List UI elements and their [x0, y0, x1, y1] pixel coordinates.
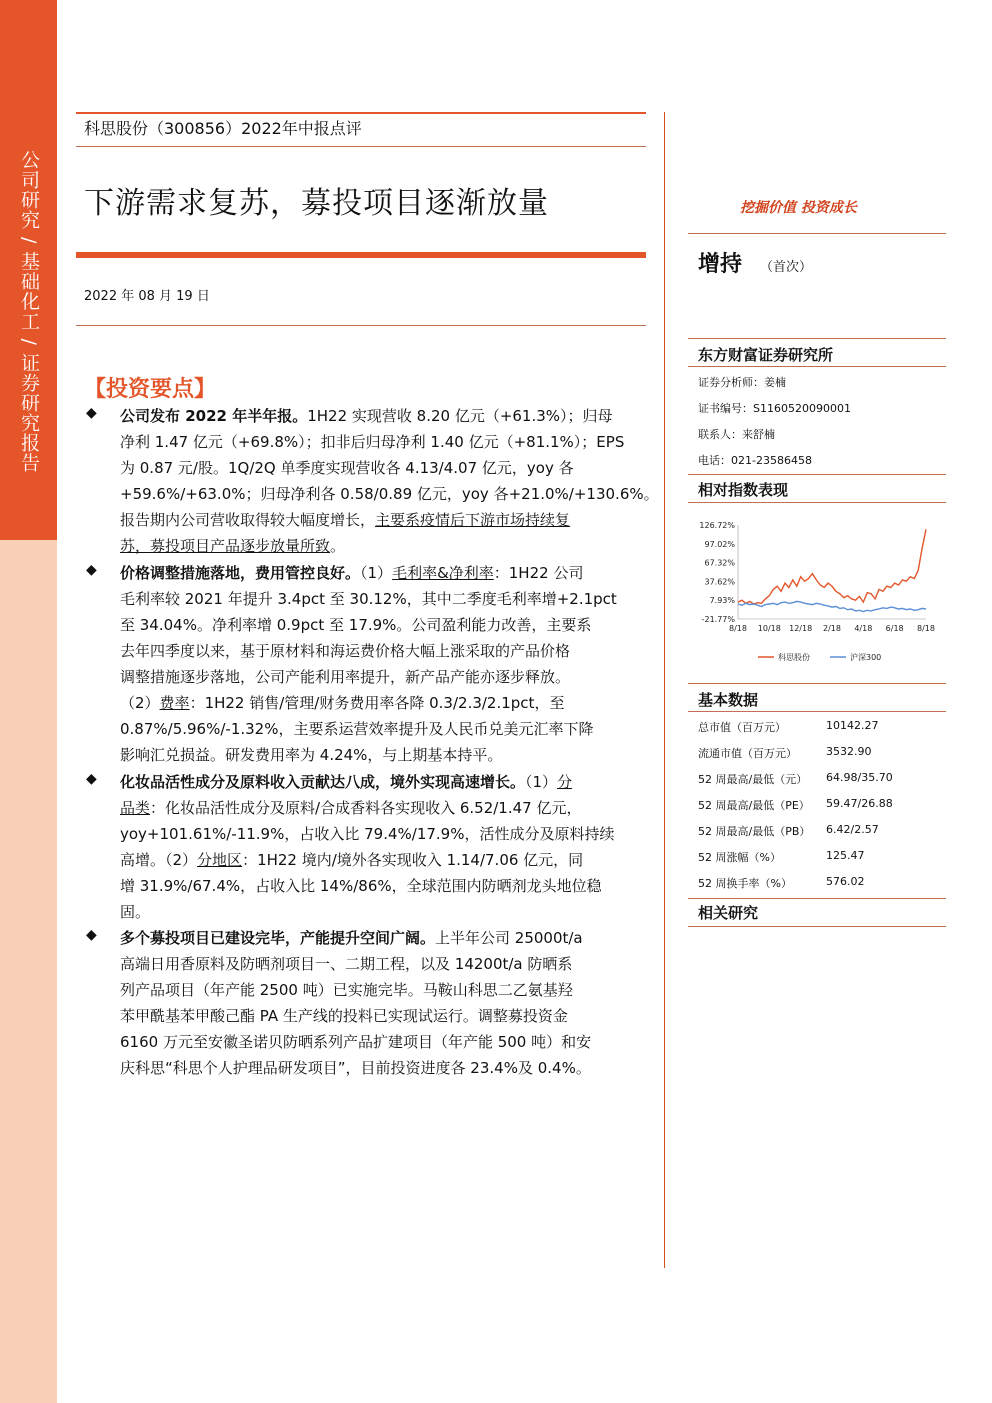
basic-data-label: 52 周最高/最低（元） [698, 773, 808, 786]
title-rule [76, 146, 646, 147]
p3-line-2: 品类：化妆品活性成分及原料/合成香料各实现收入 6.52/1.47 亿元， [120, 799, 582, 817]
basic-data-value: 10142.27 [826, 719, 879, 732]
legend-label: 沪深300 [850, 653, 882, 662]
rating-top-rule [688, 233, 946, 234]
perf-top-rule [688, 474, 946, 475]
y-tick-label: 126.72% [699, 521, 735, 530]
p3-line-5: 增 31.9%/67.4%，占收入比 14%/86%，全球范围内防晒剂龙头地位稳 [120, 877, 602, 895]
perf-bottom-rule [688, 502, 946, 503]
rating: 增持 [698, 252, 743, 277]
p2-line-1: 价格调整措施落地，费用管控良好。（1）毛利率&净利率：1H22 公司 [120, 564, 584, 582]
basic-data-label: 52 周最高/最低（PB） [698, 825, 811, 838]
x-tick-label: 10/18 [757, 624, 781, 633]
contact-person: 联系人：来舒楠 [698, 428, 775, 441]
p4-line-1: 多个募投项目已建设完毕，产能提升空间广阔。上半年公司 25000t/a [120, 929, 583, 947]
p4-line-2: 高端日用香原料及防晒剂项目一、二期工程，以及 14200t/a 防晒系 [120, 955, 573, 973]
sidebar-lower [0, 540, 57, 1403]
p1-line-3: 为 0.87 元/股。1Q/2Q 单季度实现营收各 4.13/4.07 亿元，yoy 各 [120, 459, 574, 477]
section-title: 【投资要点】 [84, 377, 217, 402]
basic-data-label: 总市值（百万元） [698, 721, 786, 734]
rating-note: （首次） [760, 260, 813, 275]
basic-data-label: 52 周换手率（%） [698, 877, 792, 890]
series-line-0 [738, 529, 926, 604]
p3-line-4: 高增。（2）分地区：1H22 境内/境外各实现收入 1.14/7.06 亿元，同 [120, 851, 584, 869]
report-title: 科思股份（300856）2022年中报点评 [84, 119, 362, 138]
headline-bar [76, 252, 646, 258]
x-tick-label: 8/18 [729, 624, 747, 633]
p4-line-4: 苯甲酰基苯甲酸己酯 PA 生产线的投料已实现试运行。调整募投资金 [120, 1007, 568, 1025]
slogan: 挖掘价值 投资成长 [740, 200, 857, 216]
p2-line-3: 至 34.04%。净利率增 0.9pct 至 17.9%。公司盈利能力改善，主要系 [120, 616, 592, 634]
bullet-icon: ◆ [86, 927, 97, 943]
analyst: 证券分析师：姜楠 [698, 376, 786, 389]
p2-line-7: 0.87%/5.96%/-1.32%，主要系运营效率提升及人民币兑美元汇率下降 [120, 720, 594, 738]
p4-line-5: 6160 万元至安徽圣诺贝防晒系列产品扩建项目（年产能 500 吨）和安 [120, 1033, 592, 1051]
inst-bottom-rule [688, 366, 946, 367]
basic-bottom-rule [688, 711, 946, 712]
inst-rule [688, 338, 946, 339]
p3-line-1: 化妆品活性成分及原料收入贡献达八成，境外实现高速增长。（1）分 [120, 773, 573, 791]
perf-title: 相对指数表现 [698, 481, 789, 499]
p1-line-2: 净利 1.47 亿元（+69.8%）；扣非后归母净利 1.40 亿元（+81.1%）；EPS [120, 433, 625, 451]
p2-line-6: （2）费率：1H22 销售/管理/财务费用率各降 0.3/2.3/2.1pct，至 [120, 694, 565, 712]
headline: 下游需求复苏，募投项目逐渐放量 [84, 186, 549, 221]
p1-line-4: +59.6%/+63.0%；归母净利各 0.58/0.89 亿元，yoy 各+21.0%/+130.6%。 [120, 485, 659, 503]
basic-data-value: 64.98/35.70 [826, 771, 893, 784]
p4-line-6: 庆科思“科思个人护理品研发项目”，目前投资进度各 23.4%及 0.4%。 [120, 1059, 591, 1077]
cert-number: 证书编号：S1160520090001 [698, 402, 851, 415]
series-line-1 [738, 601, 926, 611]
y-tick-label: 7.93% [709, 596, 735, 606]
basic-data-value: 6.42/2.57 [826, 823, 879, 836]
sidebar-category: 公司研究 / 基础化工 / 证券研究报告 [18, 150, 40, 473]
x-tick-label: 4/18 [854, 624, 873, 633]
x-tick-label: 8/18 [917, 624, 935, 633]
bullet-icon: ◆ [86, 405, 97, 421]
basic-title: 基本数据 [698, 691, 759, 709]
y-tick-label: 67.32% [704, 558, 735, 568]
phone: 电话：021-23586458 [698, 454, 812, 467]
basic-data-value: 59.47/26.88 [826, 797, 893, 810]
p2-line-2: 毛利率较 2021 年提升 3.4pct 至 30.12%，其中二季度毛利率增+2.1pct [120, 590, 617, 608]
x-tick-label: 2/18 [823, 624, 841, 633]
p4-line-3: 列产品项目（年产能 2500 吨）已实施完毕。马鞍山科思二乙氨基羟 [120, 981, 573, 999]
p2-line-8: 影响汇兑损益。研发费用率为 4.24%，与上期基本持平。 [120, 746, 503, 764]
basic-data-value: 576.02 [826, 875, 865, 888]
p1-line-1: 公司发布 2022 年半年报。1H22 实现营收 8.20 亿元（+61.3%）；归母 [120, 407, 613, 425]
basic-data-value: 125.47 [826, 849, 865, 862]
x-tick-label: 6/18 [885, 624, 904, 633]
p2-line-5: 调整措施逐步落地，公司产能利用率提升，新产品产能亦逐步释放。 [120, 668, 571, 686]
p3-line-6: 固。 [120, 903, 151, 921]
y-tick-label: 97.02% [704, 539, 735, 549]
institution-name: 东方财富证券研究所 [698, 346, 834, 364]
related-top-rule [688, 898, 946, 899]
x-tick-label: 12/18 [789, 624, 813, 633]
column-divider [664, 112, 665, 1268]
basic-data-label: 流通市值（百万元） [698, 747, 797, 760]
top-rule [76, 112, 646, 114]
related-title: 相关研究 [698, 904, 759, 922]
basic-data-value: 3532.90 [826, 745, 872, 758]
basic-data-label: 52 周最高/最低（PE） [698, 799, 810, 812]
date-rule [76, 325, 646, 326]
related-bottom-rule [688, 926, 946, 927]
legend-label: 科思股份 [778, 653, 810, 662]
p3-line-3: yoy+101.61%/-11.9%，占收入比 79.4%/17.9%，活性成分及原料持续 [120, 825, 615, 843]
y-tick-label: -21.77% [701, 615, 735, 624]
p1-line-6: 苏，募投项目产品逐步放量所致。 [120, 537, 346, 555]
y-tick-label: 37.62% [704, 577, 735, 587]
bullet-icon: ◆ [86, 771, 97, 787]
basic-data-label: 52 周涨幅（%） [698, 851, 781, 864]
basic-top-rule [688, 683, 946, 684]
bullet-icon: ◆ [86, 562, 97, 578]
report-date: 2022 年 08 月 19 日 [84, 289, 210, 304]
p1-line-5: 报告期内公司营收取得较大幅度增长，主要系疫情后下游市场持续复 [120, 511, 571, 529]
relative-performance-chart [688, 515, 938, 675]
p2-line-4: 去年四季度以来，基于原材料和海运费价格大幅上涨采取的产品价格 [120, 642, 571, 660]
